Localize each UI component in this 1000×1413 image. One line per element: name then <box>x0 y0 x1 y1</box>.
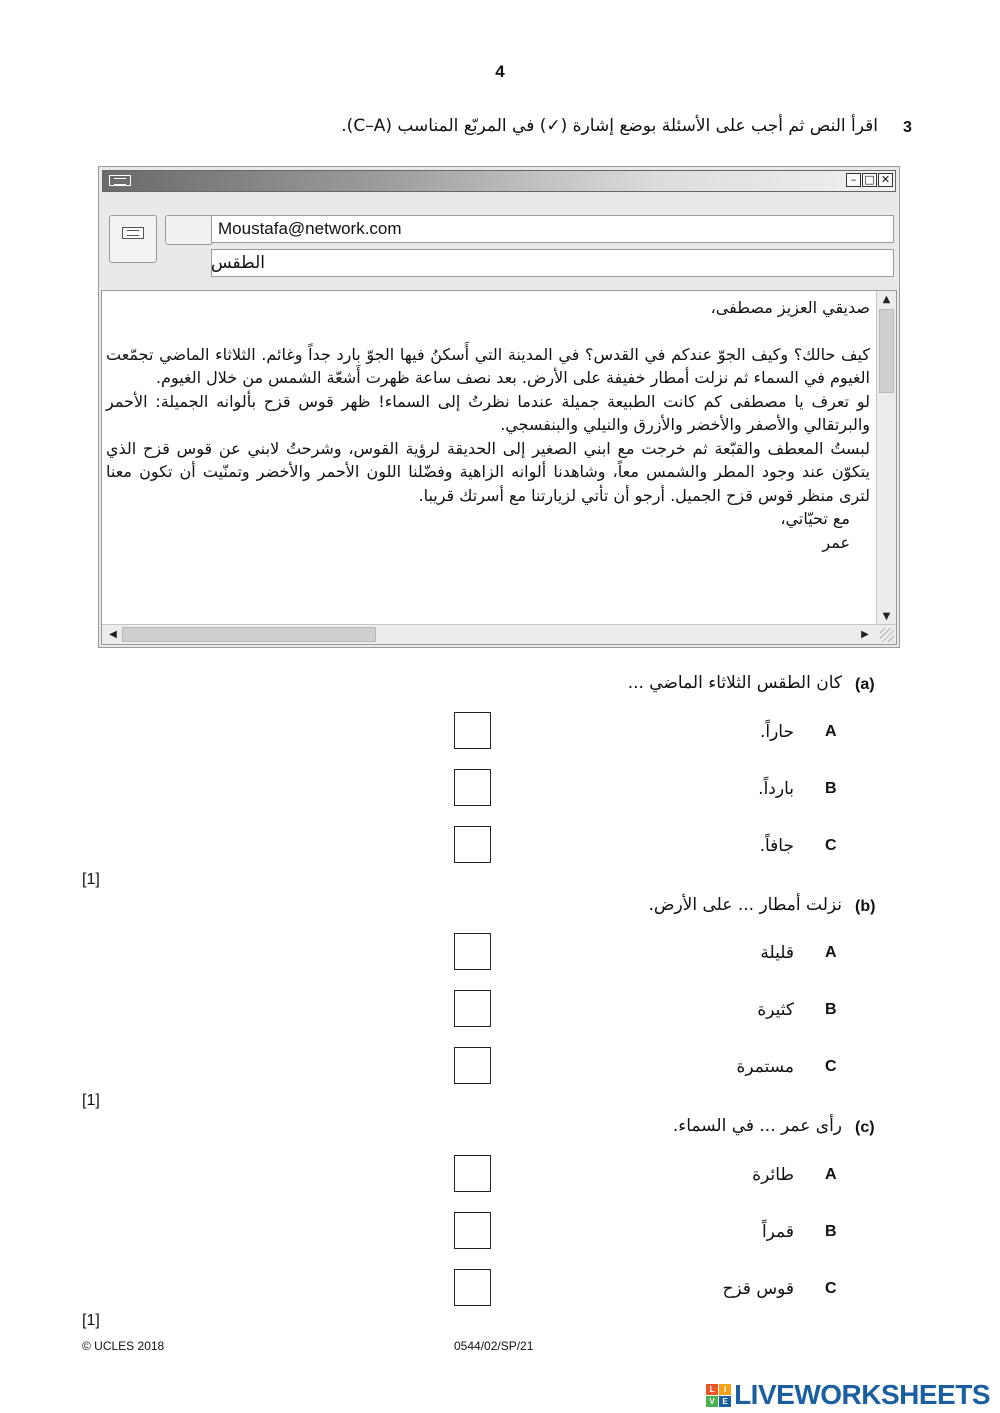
option-letter: B <box>825 780 837 797</box>
option-letter: B <box>825 1001 837 1018</box>
option-letter: A <box>825 1166 837 1183</box>
option-letter: C <box>825 837 837 854</box>
option-text: مستمرة <box>736 1057 794 1077</box>
email-paragraph: كيف حالك؟ وكيف الجوّ عندكم في القدس؟ في المدينة التي أَسكنُ فيها الجوّ بارد جداً وغائم. الثلاثاء الماضي تجمّعت الغيوم في السماء ثم نزلت أمطار خفيفة على الأرض. بعد نصف ساعة ظهرت أَشعّة الشمس من خلال الغيوم. <box>106 344 870 387</box>
part-label: (b) <box>855 898 876 915</box>
option-text: حاراً. <box>759 722 794 742</box>
email-body[interactable] <box>101 290 897 645</box>
envelope-icon <box>122 227 144 239</box>
scroll-down-icon[interactable]: ▼ <box>882 611 891 622</box>
liveworksheets-logo[interactable] <box>706 1379 990 1411</box>
copyright: © UCLES 2018 <box>82 1339 165 1353</box>
part-stem: رأى عمر ... في السماء. <box>672 1116 842 1136</box>
answer-checkbox[interactable] <box>454 1269 491 1306</box>
part-label: (c) <box>855 1119 875 1136</box>
email-paragraph: لو تعرف يا مصطفى كم كانت الطبيعة جميلة عندما نظرتُ إلى السماء! ظهر قوس قزح بألوانه الجميلة: الأحمر والبرتقالي والأصفر والأخضر والأزرق والنيلي والبنفسجي. <box>106 391 870 434</box>
option-letter: C <box>825 1058 837 1075</box>
email-closing: مع تحيّاتي، <box>780 509 850 528</box>
answer-checkbox[interactable] <box>454 990 491 1027</box>
question-instruction: اقرأ النص ثم أجب على الأسئلة بوضع إشارة (✓) في المربّع المناسب (C–A). <box>341 116 878 136</box>
mark-allocation: [1] <box>82 1312 100 1329</box>
email-window <box>98 166 900 648</box>
answer-checkbox[interactable] <box>454 1047 491 1084</box>
option-text: جافاً. <box>759 836 794 856</box>
answer-checkbox[interactable] <box>454 1155 491 1192</box>
option-text: قليلة <box>760 943 794 963</box>
email-paragraph: لبستُ المعطف والقبّعة ثم خرجت مع ابني الصغير إلى الحديقة لرؤية القوس، وشرحتُ لابني عن قوس قزح الذي يتكوّن عند وجود المطر والشمس معاً، وشاهدنا ألوانه الزاهية وفضّلنا اللون الأحمر والأخضر وتمنّيت أن تكون معنا لترى منظر قوس قزح الجميل. أرجو أن تأتي لزيارتنا مع أسرتك قريبا. <box>106 438 870 505</box>
email-body-text <box>106 296 870 554</box>
close-icon[interactable]: ✕ <box>878 173 893 187</box>
scroll-left-icon[interactable]: ◀ <box>109 629 117 640</box>
send-button[interactable] <box>109 215 157 263</box>
option-letter: B <box>825 1223 837 1240</box>
vertical-scroll-thumb[interactable] <box>879 309 894 393</box>
answer-checkbox[interactable] <box>454 712 491 749</box>
mark-allocation: [1] <box>82 871 100 888</box>
answer-checkbox[interactable] <box>454 826 491 863</box>
answer-checkbox[interactable] <box>454 1212 491 1249</box>
answer-checkbox[interactable] <box>454 769 491 806</box>
option-text: طائرة <box>752 1165 794 1185</box>
minimize-icon[interactable]: – <box>846 173 861 187</box>
part-stem: نزلت أمطار ... على الأرض. <box>648 895 842 915</box>
part-stem: كان الطقس الثلاثاء الماضي ... <box>627 673 842 693</box>
resize-grip-icon[interactable] <box>880 628 894 642</box>
paper-code: 0544/02/SP/21 <box>454 1339 534 1353</box>
to-button[interactable] <box>165 215 213 245</box>
option-text: كثيرة <box>757 1000 794 1020</box>
option-text: قوس قزح <box>722 1279 794 1299</box>
maximize-icon[interactable]: □ <box>862 173 877 187</box>
option-letter: A <box>825 723 837 740</box>
scroll-right-icon[interactable]: ▶ <box>861 629 869 640</box>
liveworksheets-wordmark: LIVEWORKSHEETS <box>734 1379 990 1410</box>
email-to-field[interactable]: Moustafa@network.com <box>211 215 894 243</box>
horizontal-scrollbar[interactable] <box>102 624 896 644</box>
window-menu-icon[interactable] <box>109 175 131 186</box>
scroll-up-icon[interactable]: ▲ <box>882 294 891 305</box>
page-number: 4 <box>495 62 505 81</box>
option-letter: C <box>825 1280 837 1297</box>
answer-checkbox[interactable] <box>454 933 491 970</box>
email-signature: عمر <box>822 532 850 552</box>
window-controls <box>846 173 893 187</box>
part-label: (a) <box>855 676 875 693</box>
vertical-scrollbar[interactable] <box>876 291 896 625</box>
email-subject-field[interactable]: الطقس <box>211 249 894 277</box>
question-number: 3 <box>903 119 912 136</box>
option-text: قمراً <box>761 1222 794 1242</box>
liveworksheets-mark-icon: L I V E <box>706 1384 731 1407</box>
email-greeting: صديقي العزيز مصطفى، <box>710 298 870 317</box>
horizontal-scroll-thumb[interactable] <box>122 627 376 642</box>
option-text: بارداً. <box>758 779 794 799</box>
option-letter: A <box>825 944 837 961</box>
mark-allocation: [1] <box>82 1092 100 1109</box>
window-title-bar <box>102 170 896 192</box>
